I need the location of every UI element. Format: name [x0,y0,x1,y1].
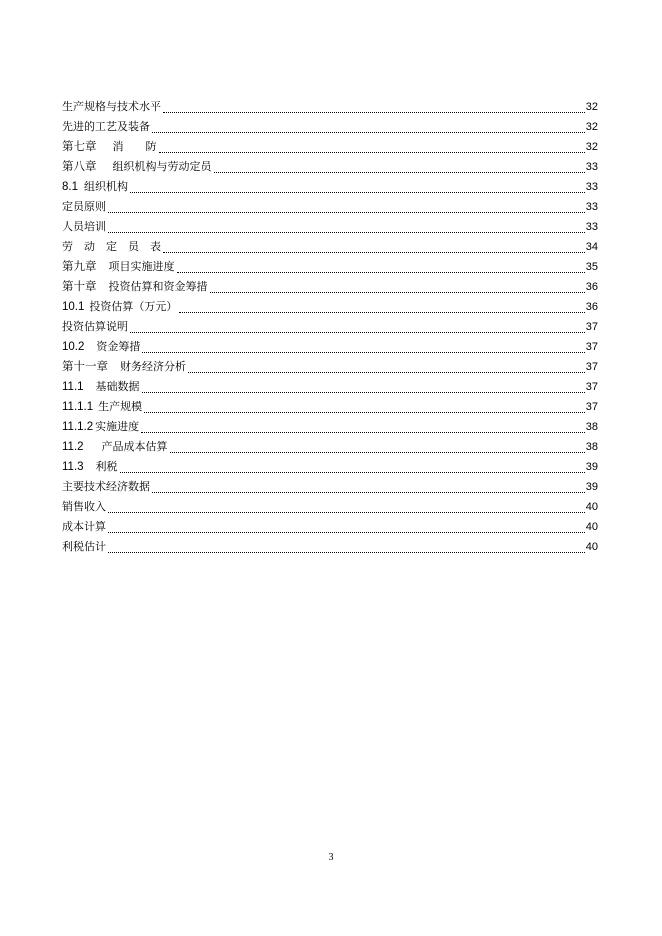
toc-entry[interactable] [62,377,598,397]
toc-entry-title: 销售收入 [62,500,106,513]
toc-dot-leader [144,411,585,413]
toc-entry-title: 消 防 [112,140,157,153]
toc-entry[interactable] [62,337,598,357]
toc-entry-title: 先进的工艺及装备 [62,120,150,133]
toc-entry[interactable] [62,537,598,557]
toc-entry-page: 39 [585,481,598,493]
toc-entry-title: 定员原则 [62,200,106,213]
toc-entry-title: 生产规格与技术水平 [62,100,161,113]
toc-entry[interactable] [62,277,598,297]
toc-entry-title: 生产规模 [98,400,143,413]
toc-entry-page: 37 [585,341,598,353]
page-number: 3 [328,852,334,863]
toc-entry-number: 10.1 [62,301,85,313]
toc-entry-label [62,257,175,277]
toc-entry-number: 10.2 [62,341,85,353]
toc-entry-title: 投资估算和资金筹措 [108,280,208,293]
toc-entry[interactable] [62,517,598,537]
toc-dot-leader [108,511,585,513]
toc-dot-leader [142,351,584,353]
toc-entry-title: 项目实施进度 [108,260,175,273]
toc-entry-label [62,357,186,377]
toc-dot-leader [142,391,585,393]
toc-entry-label [62,317,128,337]
toc-entry-label [62,417,139,437]
toc-entry-page: 33 [585,221,598,233]
toc-entry-page: 34 [585,241,598,253]
toc-dot-leader [163,111,585,113]
toc-entry[interactable] [62,117,598,137]
toc-entry-number: 11.1 [62,381,84,393]
toc-entry-label [62,237,161,257]
toc-entry-label [62,177,128,197]
toc-entry-title: 资金筹措 [96,340,141,353]
toc-dot-leader [152,491,585,493]
toc-entry-page: 33 [585,181,598,193]
toc-entry-page: 33 [585,161,598,173]
toc-dot-leader [177,271,585,273]
toc-dot-leader [152,131,585,133]
toc-entry[interactable] [62,457,598,477]
toc-entry-title: 实施进度 [95,420,140,433]
toc-entry[interactable] [62,237,598,257]
toc-dot-leader [163,251,585,253]
toc-entry-page: 38 [585,441,598,453]
toc-entry-label [62,117,150,137]
toc-entry-title: 组织机构与劳动定员 [112,160,212,173]
toc-entry[interactable] [62,217,598,237]
toc-entry-number: 第十章 [62,281,97,293]
toc-entry[interactable] [62,97,598,117]
toc-entry-title: 利税 [95,460,118,473]
toc-entry-page: 32 [585,121,598,133]
toc-entry-label [62,517,106,537]
toc-entry[interactable] [62,297,598,317]
toc-entry-title: 基础数据 [95,380,140,393]
toc-entry[interactable] [62,357,598,377]
toc-entry-label [62,497,106,517]
toc-entry-title: 产品成本估算 [101,440,168,453]
toc-entry[interactable] [62,397,598,417]
toc-entry[interactable] [62,177,598,197]
toc-entry-title: 劳 动 定 员 表 [62,240,161,253]
toc-entry-label [62,437,168,457]
toc-entry-number: 11.2 [62,441,84,453]
toc-entry[interactable] [62,257,598,277]
table-of-contents [62,97,598,557]
toc-dot-leader [159,151,585,153]
toc-entry-page: 39 [585,461,598,473]
toc-dot-leader [141,431,585,433]
toc-entry-number: 第八章 [62,161,97,173]
toc-entry-label [62,157,212,177]
toc-entry[interactable] [62,437,598,457]
toc-entry-title: 成本计算 [62,520,106,533]
toc-dot-leader [210,291,585,293]
toc-entry[interactable] [62,197,598,217]
toc-entry-page: 40 [585,501,598,513]
toc-entry[interactable] [62,157,598,177]
toc-entry-page: 32 [585,101,598,113]
toc-entry-page: 38 [585,421,598,433]
toc-entry-page: 40 [585,541,598,553]
toc-entry-page: 37 [585,381,598,393]
toc-entry-label [62,297,177,317]
toc-entry-number: 第十一章 [62,361,108,373]
toc-entry[interactable] [62,417,598,437]
toc-entry-number: 11.3 [62,461,84,473]
toc-entry-label [62,97,161,117]
toc-entry-label [62,337,140,357]
toc-entry-number: 11.1.1 [62,401,94,413]
toc-entry-title: 投资估算（万元） [89,300,178,313]
toc-entry-page: 37 [585,401,598,413]
toc-dot-leader [108,211,585,213]
toc-entry[interactable] [62,497,598,517]
toc-entry[interactable] [62,137,598,157]
toc-entry-page: 36 [585,281,598,293]
toc-entry-label [62,217,106,237]
toc-dot-leader [120,471,585,473]
toc-entry-number: 8.1 [62,181,78,193]
toc-entry-title: 组织机构 [84,180,128,193]
toc-dot-leader [130,331,585,333]
toc-entry-label [62,377,140,397]
toc-entry-title: 财务经济分析 [120,360,186,373]
toc-entry-label [62,477,150,497]
toc-dot-leader [179,311,584,313]
toc-entry-page: 37 [585,321,598,333]
toc-entry-title: 投资估算说明 [62,320,128,333]
toc-dot-leader [108,531,585,533]
toc-entry-label [62,537,106,557]
toc-entry-page: 37 [585,361,598,373]
toc-entry-title: 人员培训 [62,220,106,233]
toc-entry-label [62,197,106,217]
toc-entry-page: 36 [585,301,598,313]
toc-entry-number: 11.1.2 [62,421,94,433]
toc-entry-page: 32 [585,141,598,153]
toc-entry[interactable] [62,477,598,497]
toc-entry-page: 35 [585,261,598,273]
toc-dot-leader [170,451,585,453]
toc-entry-number: 第七章 [62,141,97,153]
toc-entry-title: 利税估计 [62,540,106,553]
toc-dot-leader [214,171,585,173]
toc-dot-leader [188,371,585,373]
toc-dot-leader [108,551,585,553]
toc-entry-page: 40 [585,521,598,533]
toc-entry-label [62,397,142,417]
toc-entry[interactable] [62,317,598,337]
toc-dot-leader [108,231,585,233]
toc-entry-label [62,457,118,477]
toc-entry-label [62,137,157,157]
toc-entry-page: 33 [585,201,598,213]
toc-entry-label [62,277,208,297]
toc-entry-number: 第九章 [62,261,97,273]
toc-entry-title: 主要技术经济数据 [62,480,150,493]
toc-dot-leader [130,191,585,193]
